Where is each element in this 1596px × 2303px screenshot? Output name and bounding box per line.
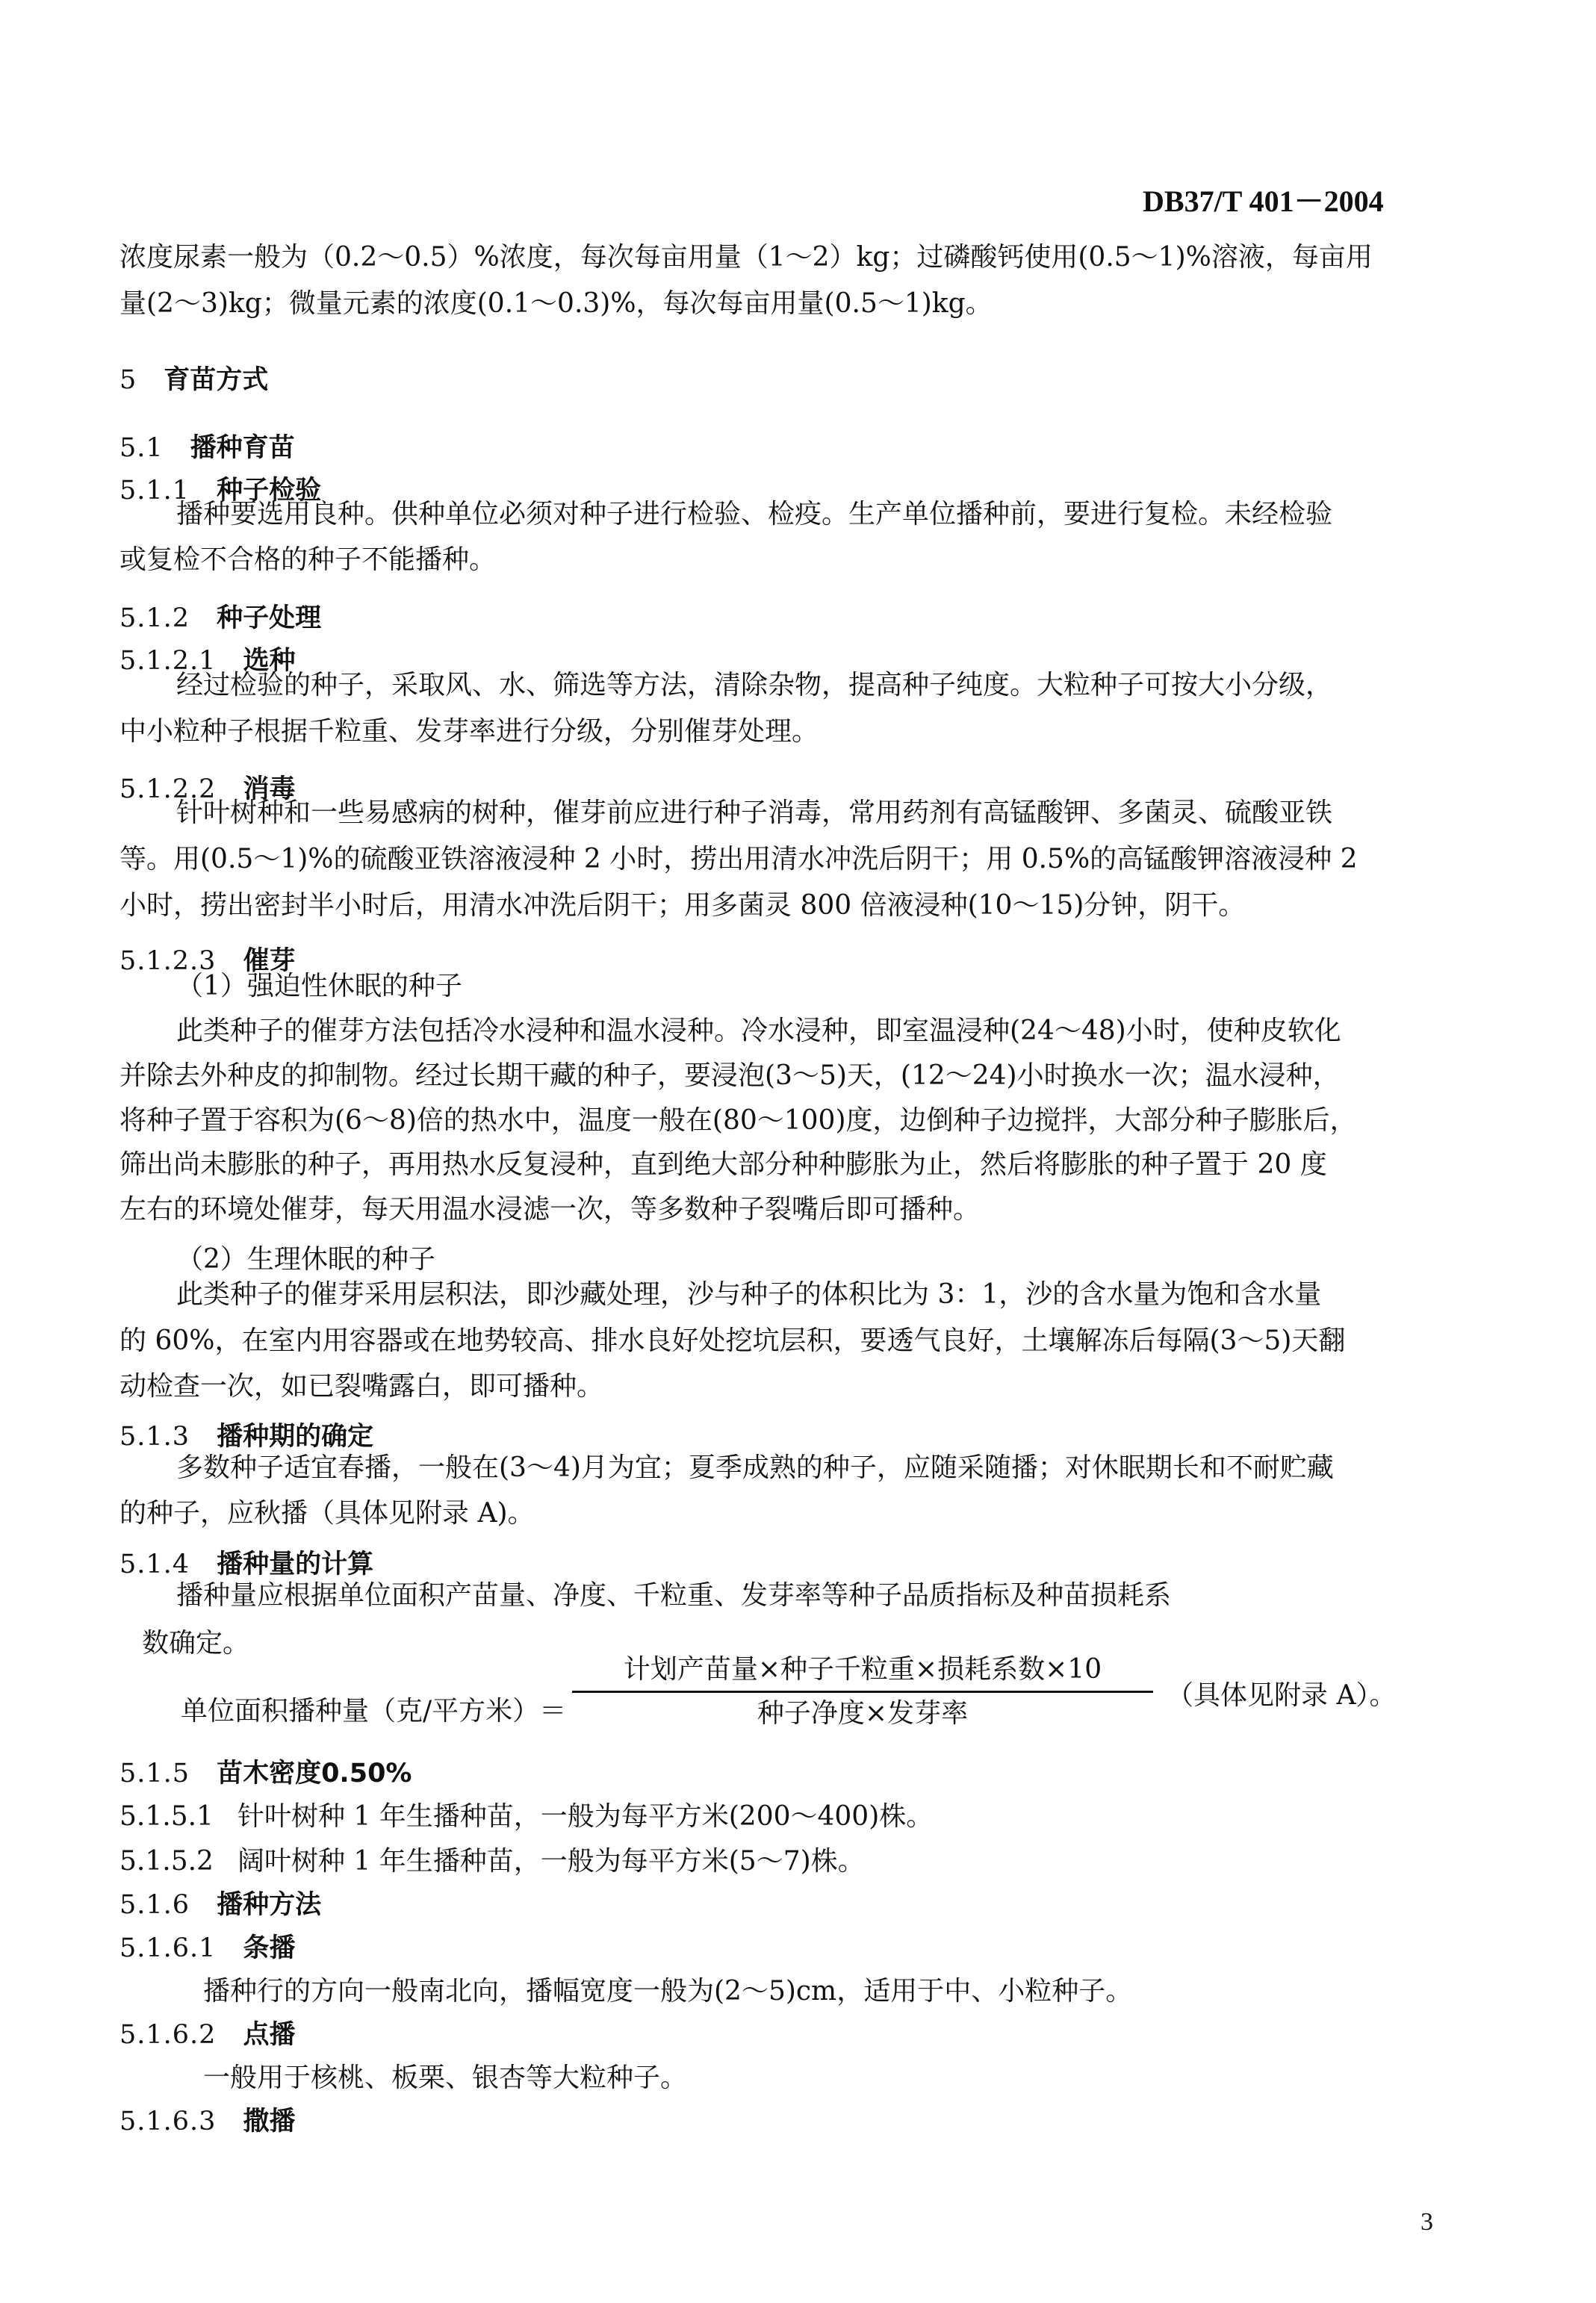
- section-number: 5.1.4: [119, 1550, 190, 1579]
- paragraph-line: 多数种子适宜春播，一般在(3～4)月为宜；夏季成熟的种子，应随采随播；对休眠期长和不耐贮藏: [176, 1452, 1334, 1483]
- paragraph-line: 此类种子的催芽采用层积法，即沙藏处理，沙与种子的体积比为 3：1，沙的含水量为饱和含水量: [176, 1279, 1322, 1310]
- section-number: 5: [119, 365, 137, 395]
- section-heading-5-1: [119, 431, 295, 465]
- section-heading-5-1-2: [119, 601, 321, 635]
- clause-text: 阔叶树种 1 年生播种苗，一般为每平方米(5～7)株。: [237, 1846, 865, 1877]
- section-number: 5.1.1: [119, 476, 190, 506]
- section-number: 5.1.2: [119, 603, 190, 633]
- section-title: 育苗方式: [164, 365, 269, 395]
- formula-note: （具体见附录 A）。: [1167, 1680, 1397, 1711]
- paragraph-line: 一般用于核桃、板栗、银杏等大粒种子。: [203, 2063, 688, 2093]
- section-number: 5.1.5: [119, 1759, 190, 1788]
- section-title: 播种量的计算: [217, 1550, 374, 1579]
- section-number: 5.1.6.3: [119, 2107, 217, 2136]
- section-title: 种子处理: [217, 603, 322, 633]
- clause-number: 5.1.5.1: [119, 1801, 214, 1832]
- section-title: 种子检验: [217, 476, 322, 506]
- section-heading-5-1-5: [119, 1756, 412, 1791]
- section-title: 苗木密度0.50%: [217, 1759, 412, 1788]
- section-heading-5-1-3: [119, 1420, 373, 1454]
- formula-fraction: [572, 1652, 1153, 1732]
- subheading-line: （1）强迫性休眠的种子: [176, 971, 462, 1001]
- paragraph-line: 等。用(0.5～1)%的硫酸亚铁溶液浸种 2 小时，捞出用清水冲洗后阴干；用 0.5%的高锰酸钾溶液浸种 2: [119, 844, 1358, 874]
- formula-lhs: 单位面积播种量（克/平方米）＝: [181, 1696, 567, 1727]
- section-title: 条播: [243, 1933, 296, 1963]
- section-heading-5-1-6: [119, 1888, 321, 1922]
- section-heading-5-1-6-2: [119, 2018, 295, 2052]
- paragraph-line: 或复检不合格的种子不能播种。: [119, 544, 497, 575]
- section-title: 播种期的确定: [217, 1422, 374, 1452]
- paragraph-line: 的 60%，在室内用容器或在地势较高、排水良好处挖坑层积，要透气良好，土壤解冻后每隔(3～5)天翻: [119, 1325, 1346, 1356]
- section-heading-5-1-6-3: [119, 2104, 295, 2139]
- paragraph-line: 数确定。: [142, 1628, 250, 1659]
- paragraph-line: 小时，捞出密封半小时后，用清水冲洗后阴干；用多菌灵 800 倍液浸种(10～15)分钟，阴干。: [119, 890, 1246, 921]
- section-number: 5.1.2.2: [119, 774, 217, 804]
- clause-number: 5.1.5.2: [119, 1846, 214, 1877]
- section-number: 5.1: [119, 433, 164, 463]
- paragraph-line: 的种子，应秋播（具体见附录 A)。: [119, 1498, 535, 1529]
- section-number: 5.1.3: [119, 1422, 190, 1452]
- paragraph-line: 经过检验的种子，采取风、水、筛选等方法，清除杂物，提高种子纯度。大粒种子可按大小分级，: [176, 670, 1333, 700]
- section-title: 播种育苗: [190, 433, 295, 463]
- paragraph-line: 针叶树种和一些易感病的树种，催芽前应进行种子消毒，常用药剂有高锰酸钾、多菌灵、硫酸亚铁: [176, 798, 1333, 828]
- section-number: 5.1.2.1: [119, 646, 217, 676]
- section-heading-5: [119, 363, 268, 397]
- section-heading-5-1-6-1: [119, 1931, 295, 1965]
- paragraph-line: 中小粒种子根据千粒重、发芽率进行分级，分别催芽处理。: [119, 716, 819, 747]
- paragraph-line: 量(2～3)kg；微量元素的浓度(0.1～0.3)%，每次每亩用量(0.5～1)kg。: [119, 288, 993, 319]
- paragraph-line: 播种量应根据单位面积产苗量、净度、千粒重、发芽率等种子品质指标及种苗损耗系: [176, 1580, 1172, 1611]
- formula-numerator: 计划产苗量×种子千粒重×损耗系数×10: [623, 1654, 1102, 1685]
- paragraph-line: 动检查一次，如已裂嘴露白，即可播种。: [119, 1371, 604, 1402]
- section-title: 选种: [243, 646, 296, 676]
- clause-5-1-5-2: [119, 1844, 865, 1879]
- section-title: 播种方法: [217, 1890, 322, 1920]
- paragraph-line: 将种子置于容积为(6～8)倍的热水中，温度一般在(80～100)度，边倒种子边搅拌，大部分种子膨胀后，: [119, 1105, 1357, 1136]
- section-number: 5.1.6.1: [119, 1933, 217, 1963]
- page-number: 3: [1420, 2208, 1433, 2236]
- paragraph-line: 浓度尿素一般为（0.2～0.5）%浓度，每次每亩用量（1～2）kg；过磷酸钙使用(0.5～1)%溶液，每亩用: [119, 242, 1373, 273]
- section-title: 撒播: [243, 2107, 296, 2136]
- section-title: 催芽: [243, 946, 296, 976]
- section-title: 消毒: [243, 774, 296, 804]
- section-heading-5-1-4: [119, 1547, 373, 1582]
- paragraph-line: 左右的环境处催芽，每天用温水浸滤一次，等多数种子裂嘴后即可播种。: [119, 1194, 981, 1225]
- paragraph-line: 播种行的方向一般南北向，播幅宽度一般为(2～5)cm，适用于中、小粒种子。: [203, 1976, 1133, 2007]
- section-number: 5.1.2.3: [119, 946, 217, 976]
- subheading-line: （2）生理休眠的种子: [176, 1244, 435, 1275]
- section-title: 点播: [243, 2020, 296, 2050]
- standard-code: DB37/T 401－2004: [1143, 184, 1384, 218]
- clause-text: 针叶树种 1 年生播种苗，一般为每平方米(200～400)株。: [237, 1801, 934, 1832]
- fraction-bar: [572, 1691, 1153, 1693]
- paragraph-line: 并除去外种皮的抑制物。经过长期干藏的种子，要浸泡(3～5)天，(12～24)小时换水一次；温水浸种，: [119, 1060, 1340, 1091]
- clause-5-1-5-1: [119, 1800, 933, 1834]
- paragraph-line: 筛出尚未膨胀的种子，再用热水反复浸种，直到绝大部分种种膨胀为止，然后将膨胀的种子置于 20 度: [119, 1149, 1327, 1180]
- paragraph-line: 播种要选用良种。供种单位必须对种子进行检验、检疫。生产单位播种前，要进行复检。未经检验: [176, 499, 1333, 529]
- section-number: 5.1.6: [119, 1890, 190, 1920]
- section-number: 5.1.6.2: [119, 2020, 217, 2050]
- paragraph-line: 此类种子的催芽方法包括冷水浸种和温水浸种。冷水浸种，即室温浸种(24～48)小时，使种皮软化: [176, 1016, 1341, 1046]
- formula-denominator: 种子净度×发芽率: [757, 1698, 969, 1729]
